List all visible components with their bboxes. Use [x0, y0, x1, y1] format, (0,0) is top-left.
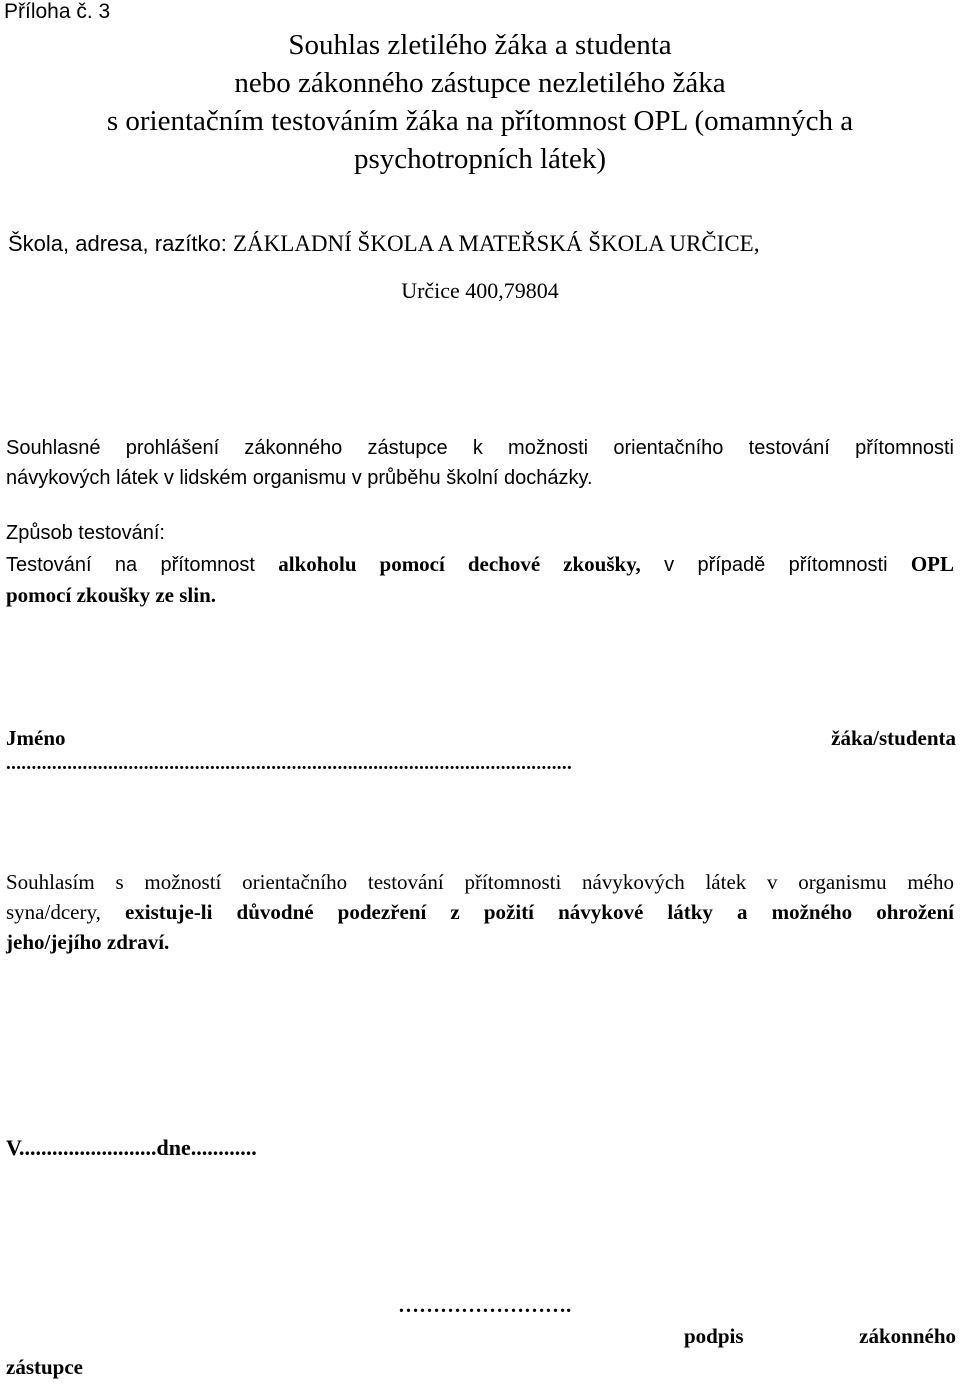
title-line-3: s orientačním testováním žáka na přítomnost OPL (omamných a: [106, 105, 854, 137]
testing-alcohol: alkoholu pomocí dechové zkoušky,: [278, 552, 641, 576]
declaration-line-2: návykových látek v lidském organismu v průběhu školní docházky.: [6, 467, 593, 489]
student-type-label: žáka/studenta: [831, 726, 956, 750]
student-name-label: Jméno: [6, 726, 66, 750]
testing-heading: Způsob testování:: [6, 522, 165, 544]
title-line-4: psychotropních látek): [353, 143, 607, 175]
school-line: [8, 229, 759, 259]
consent-line-1: Souhlasím s možností orientačního testování přítomnosti návykových látek v organismu mého: [6, 870, 954, 894]
testing-line-2: pomocí zkoušky ze slin.: [6, 583, 217, 607]
consent-line-3: jeho/jejího zdraví.: [6, 930, 170, 954]
consent-text-normal: syna/dcery,: [6, 900, 125, 924]
school-name: ZÁKLADNÍ ŠKOLA A MATEŘSKÁ ŠKOLA URČICE,: [233, 231, 760, 256]
school-label: Škola, adresa, razítko:: [8, 231, 233, 256]
place-date-field: V.........................dne............: [6, 1135, 257, 1160]
consent-line-2: [6, 897, 954, 927]
consent-text-bold: existuje-li důvodné podezření z požití návykové látky a možného ohrožení: [124, 900, 954, 924]
school-address: Určice 400,79804: [401, 278, 559, 303]
testing-line-1: [6, 549, 954, 580]
title-line-2: nebo zákonného zástupce nezletilého žáka: [234, 67, 726, 99]
declaration-line-1: Souhlasné prohlášení zákonného zástupce k možnosti orientačního testování přítomnosti: [6, 437, 954, 459]
testing-text-1: Testování na přítomnost: [6, 554, 279, 576]
representative-label: zástupce: [6, 1355, 83, 1379]
student-name-dots: ...............................................................................................................: [6, 753, 573, 774]
signature-label: podpis: [684, 1324, 744, 1348]
legal-label: zákonného: [859, 1324, 956, 1348]
signature-line: …………………….: [398, 1293, 572, 1317]
testing-text-2: v případě přítomnosti: [640, 554, 911, 576]
testing-opl: OPL: [910, 552, 955, 576]
attachment-label: Příloha č. 3: [4, 0, 111, 23]
title-line-1: Souhlas zletilého žáka a studenta: [288, 29, 672, 61]
